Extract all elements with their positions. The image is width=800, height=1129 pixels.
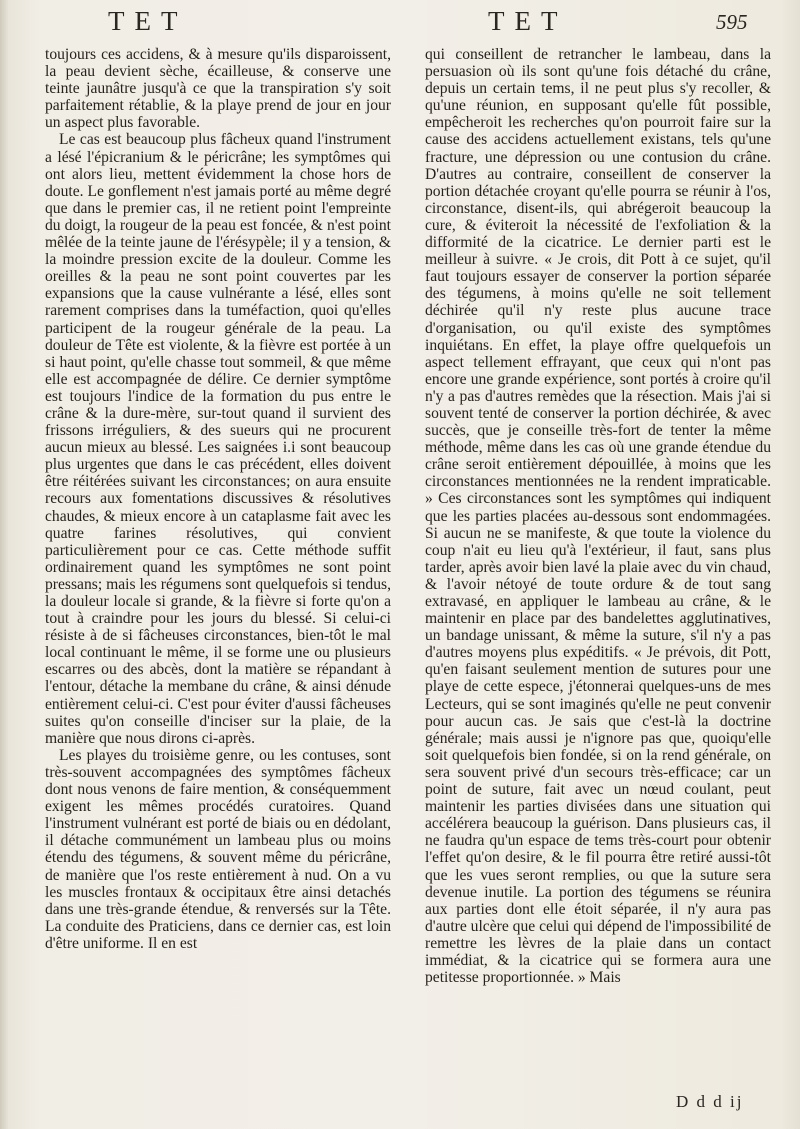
page-gutter-shadow <box>0 0 8 1129</box>
left-text-column <box>45 46 391 952</box>
left-paragraph-3: Les playes du troisième genre, ou les contuses, sont très-souvent accompagnées des symptômes fâcheux dont nous venons de faire mention, & conséquemment exigent les mêmes procédés curatoires. Quand l'instrument vulnérant est porté de biais ou en dédolant, il détache communément un lambeau plus ou moins étendu des tégumens, & souvent même du péricrâne, de manière que l'os reste entièrement à nud. On a vu les muscles frontaux & occipitaux être ainsi detachés dans une très-grande étendue, & renversés sur la Tête. La conduite des Praticiens, dans ce dernier cas, est loin d'être uniforme. Il en est <box>45 746 391 952</box>
page-number: 595 <box>716 10 748 34</box>
running-header <box>0 6 800 40</box>
right-running-title: TET <box>488 6 568 36</box>
left-paragraph-1: toujours ces accidens, & à mesure qu'ils disparoissent, la peau devient sèche, écailleuse, & conserve une teinte jaunâtre jusqu'à ce que la transpiration s'y soit parfaitement rétablie, & la playe prend de jour en jour un aspect plus favorable. <box>45 46 391 132</box>
right-paragraph-1: qui conseillent de retrancher le lambeau, dans la persuasion où ils sont qu'une fois détaché du crâne, depuis un certain tems, il ne peut plus s'y recoller, & qu'une réunion, en supposant qu'elle fût possible, empêcheroit les recherches qu'on pourroit faire sur la cause des accidens actuellement existans, tels qu'une fracture, une dépression ou une contusion du crâne. D'autres au contraire, conseillent de conserver la portion détachée croyant qu'elle pourra se réunir à l'os, circonstance, disent-ils, qui abrégeroit beaucoup la cure, & éviteroit la nécessité de l'exfoliation & la difformité de la cicatrice. Le dernier parti est le meilleur à suivre. « Je crois, dit Pott à ce sujet, qu'il faut toujours essayer de conserver la portion séparée des tégumens, à moins qu'elle ne soit tellement déchirée qu'il n'y reste plus aucune trace d'organisation, ou qu'il existe des symptômes inquiétans. En effet, la playe offre quelquefois un aspect tellement effrayant, que ceux qui n'ont pas encore une grande expérience, sont portés à croire qu'il n'y a pas d'autres remèdes que la résection. Mais j'ai si souvent tenté de conserver la portion déchirée, & avec succès, que je conseille très-fort de tenter la même méthode, même dans les cas où une grande étendue du crâne seroit entièrement dépouillée, à moins que les circonstances mentionnées ne la rendent impraticable. » Ces circonstances sont les symptômes qui indiquent que les parties placées au-dessous sont endommagées. Si aucun ne se manifeste, & que toute la violence du coup n'ait eu lieu qu'à l'extérieur, il faut, sans plus tarder, après avoir bien lavé la plaie avec du vin chaud, & l'avoir nétoyé de toute ordure & de tout sang extravasé, en appliquer le lambeau au crâne, & le maintenir en place par des bandelettes agglutinatives, un bandage unissant, & même la suture, s'il n'y a pas d'autres moyens plus expéditifs. « Je prévois, dit Pott, qu'en faisant seulement mention de sutures pour une playe de cette espece, j'étonnerai quelques-uns de mes Lecteurs, qui se sont imaginés qu'elle ne peut convenir pour aucun cas. Je sais que c'est-là la doctrine générale; mais aussi je n'ignore pas que, quoiqu'elle soit quelquefois bien fondée, si on la rend générale, on sera souvent privé d'un secours très-efficace; car un point de suture, fait avec un nœud coulant, peut maintenir les parties divisées dans une situation qui accélérera beaucoup la guérison. Dans plusieurs cas, il ne faudra qu'un espace de tems très-court pour obtenir l'effet qu'on desire, & le fil pourra être retiré aussi-tôt que les vues seront remplies, ou que la suture sera devenue inutile. La portion des tégumens se réunira aux parties dont elle étoit séparée, il n'y aura pas d'autre ulcère que celui qui dépend de l'impossibilité de remettre les lèvres de la plaie dans un contact immédiat, & la cicatrice qui se formera aura une petitesse proportionnée. » Mais <box>425 46 771 987</box>
left-paragraph-2: Le cas est beaucoup plus fâcheux quand l'instrument a lésé l'épicranium & le péricrâne; les symptômes qui ont alors lieu, mettent évidemment la chose hors de doute. Le gonflement n'est jamais porté au même degré que dans le premier cas, il ne retient point l'empreinte du doigt, la rougeur de la peau est foncée, & n'est point mêlée de la teinte jaune de l'érésypèle; il y a tension, & la moindre pression excite de la douleur. Comme les oreilles & la peau ne sont point couvertes par les expansions que la cause vulnérante a lésé, elles sont rarement comprises dans la tuméfaction, quoi qu'elles participent de la rougeur générale de la peau. La douleur de Tête est violente, & la fièvre est portée à un si haut point, qu'elle chasse tout sommeil, & que même elle est accompagnée de délire. Ce dernier symptôme est toujours l'indice de la formation du pus entre le crâne & la dure-mère, sur-tout quand il survient des frissons irréguliers, & des sueurs qui ne procurent aucun mieux au blessé. Les saignées i.i sont beaucoup plus urgentes que dans le cas précédent, elles doivent être réitérées suivant les circonstances; on aura ensuite recours aux fomentations discussives & résolutives chaudes, & mieux encore à un cataplasme fait avec les quatre farines résolutives, qui convient particulièrement pour ce cas. Cette méthode suffit ordinairement quand les symptômes ne sont point pressans; mais les régumens sont quelquefois si tendus, la douleur locale si grande, & la fièvre si forte qu'on a tout à craindre pour les jours du blessé. Si celui-ci résiste à de si fâcheuses circonstances, bien-tôt le mal local continuant le même, il se forme une ou plusieurs escarres ou des abcès, dont la matière se répandant à l'entour, détache la membane du crâne, & ainsi dénude entièrement celui-ci. C'est pour éviter d'aussi fâcheuses suites qu'on conseille d'inciser sur la plaie, de la manière que nous dirons ci-après. <box>45 131 391 747</box>
left-running-title: TET <box>108 6 188 36</box>
signature-mark: D d d ij <box>676 1092 744 1111</box>
right-text-column <box>425 46 771 986</box>
